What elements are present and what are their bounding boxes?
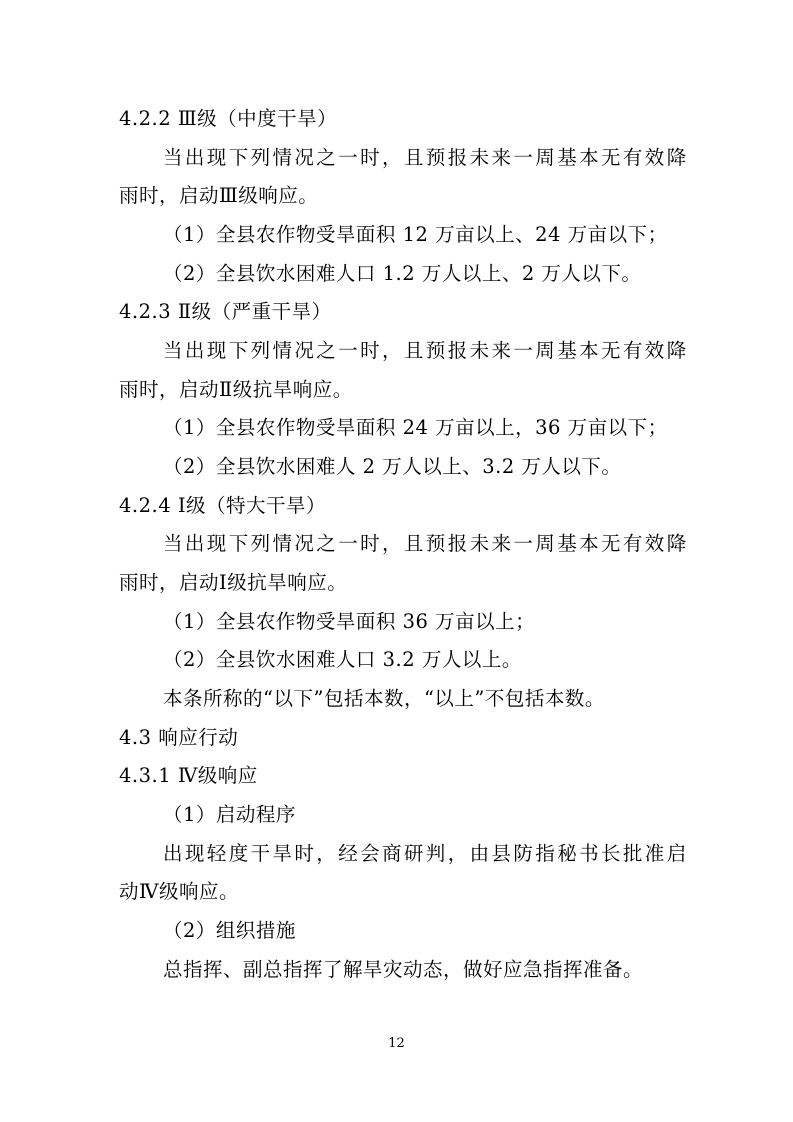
paragraph-line: 雨时，启动Ⅲ级响应。 — [119, 184, 319, 207]
paragraph-line: 雨时，启动Ⅱ级抗旱响应。 — [119, 378, 353, 401]
paragraph-line: 总指挥、副总指挥了解旱灾动态，做好应急指挥准备。 — [163, 958, 644, 981]
list-item: （2）全县饮水困难人口 3.2 万人以上。 — [163, 648, 522, 671]
paragraph-line: 当出现下列情况之一时，且预报未来一周基本无有效降 — [163, 532, 689, 555]
list-item: （2）组织措施 — [163, 919, 296, 942]
list-item: （1）启动程序 — [163, 803, 296, 826]
heading-4-3: 4.3 响应行动 — [119, 726, 239, 749]
heading-4-2-3: 4.2.3 Ⅱ级（严重干旱） — [119, 300, 332, 323]
paragraph-line: 动Ⅳ级响应。 — [119, 880, 239, 903]
paragraph-line: 出现轻度干旱时，经会商研判，由县防指秘书长批准启 — [163, 842, 689, 865]
heading-4-3-1: 4.3.1 Ⅳ级响应 — [119, 764, 258, 787]
list-item: （1）全县农作物受旱面积 12 万亩以上、24 万亩以下； — [163, 223, 668, 246]
paragraph-line: 本条所称的“以下”包括本数，“以上”不包括本数。 — [163, 687, 605, 710]
heading-4-2-2: 4.2.2 Ⅲ级（中度干旱） — [119, 107, 338, 130]
list-item: （2）全县饮水困难人口 1.2 万人以上、2 万人以下。 — [163, 262, 642, 285]
heading-4-2-4: 4.2.4 Ⅰ级（特大干旱） — [119, 494, 327, 517]
paragraph-line: 当出现下列情况之一时，且预报未来一周基本无有效降 — [163, 146, 689, 169]
list-item: （1）全县农作物受旱面积 36 万亩以上； — [163, 610, 536, 633]
list-item: （1）全县农作物受旱面积 24 万亩以上，36 万亩以下； — [163, 416, 668, 439]
list-item: （2）全县饮水困难人 2 万人以上、3.2 万人以下。 — [163, 455, 622, 478]
page-number: 12 — [388, 1036, 405, 1051]
paragraph-line: 雨时，启动Ⅰ级抗旱响应。 — [119, 571, 348, 594]
paragraph-line: 当出现下列情况之一时，且预报未来一周基本无有效降 — [163, 339, 689, 362]
